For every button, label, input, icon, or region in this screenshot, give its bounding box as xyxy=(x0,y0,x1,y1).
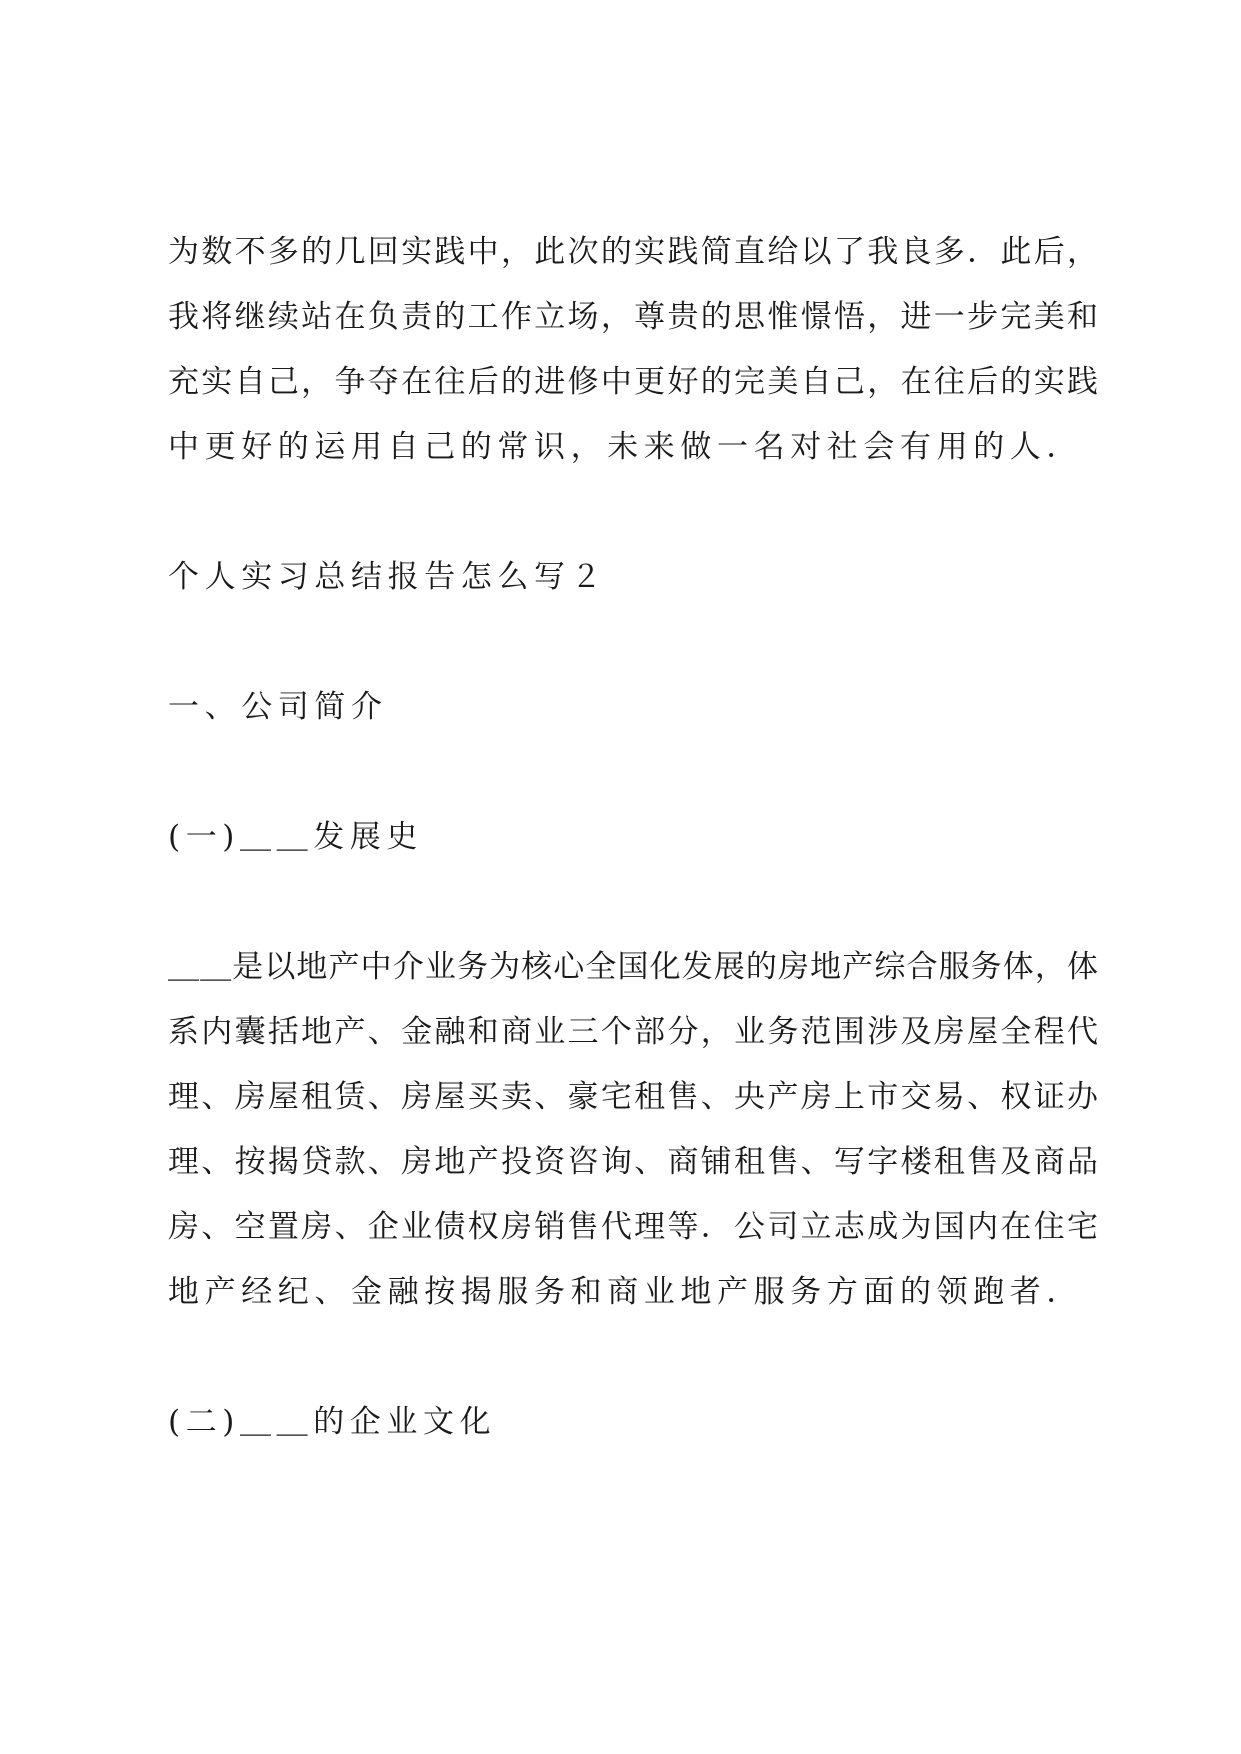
subsection-title: (一)＿＿发展史 xyxy=(168,819,423,855)
paragraph-line: 地产经纪、金融按揭服务和商业地产服务方面的领跑者． xyxy=(168,1274,1083,1310)
section-title: 一、公司简介 xyxy=(168,689,388,725)
paragraph-line: 系内囊括地产、金融和商业三个部分，业务范围涉及房屋全程代 xyxy=(168,1014,1098,1050)
paragraph-line: 理、房屋租赁、房屋买卖、豪宅租售、央产房上市交易、权证办 xyxy=(168,1079,1098,1115)
paragraph-line: 房、空置房、企业债权房销售代理等．公司立志成为国内在住宅 xyxy=(168,1209,1098,1245)
document-heading: 个人实习总结报告怎么写２ xyxy=(168,559,608,595)
paragraph-line: 为数不多的几回实践中，此次的实践简直给以了我良多．此后， xyxy=(168,234,1098,270)
paragraph-line: 中更好的运用自己的常识，未来做一名对社会有用的人． xyxy=(168,429,1083,465)
paragraph-line: 充实自己，争夺在往后的进修中更好的完美自己，在往后的实践 xyxy=(168,364,1098,400)
paragraph-line: ＿＿是以地产中介业务为核心全国化发展的房地产综合服务体，体 xyxy=(168,949,1098,985)
subsection-title: (二)＿＿的企业文化 xyxy=(168,1404,497,1440)
paragraph-line: 理、按揭贷款、房地产投资咨询、商铺租售、写字楼租售及商品 xyxy=(168,1144,1098,1180)
paragraph-line: 我将继续站在负责的工作立场，尊贵的思惟憬悟，进一步完美和 xyxy=(168,299,1098,335)
